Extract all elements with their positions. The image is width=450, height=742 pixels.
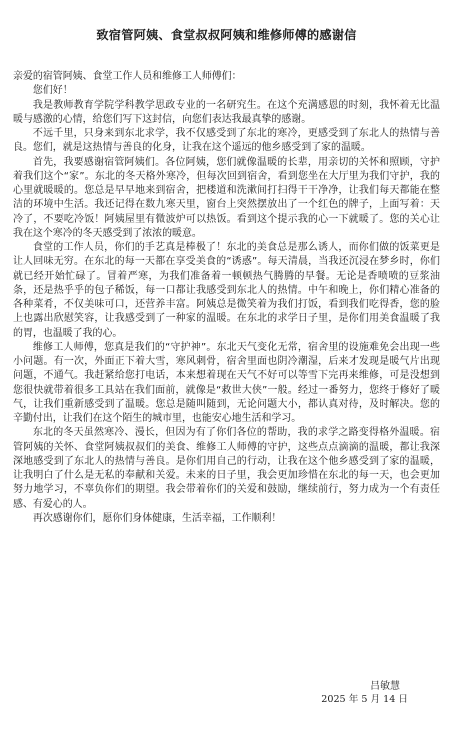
signature-date: 2025 年 5 月 14 日 [321, 694, 408, 705]
paragraph-dorm-managers: 首先，我要感谢宿管阿姨们。各位阿姨，您们就像温暖的长辈，用亲切的关怀和照顾，守护着我们这个“家”。东北的冬天格外寒冷，但每次回到宿舍，看到您坐在大厅里为我们守护，我的心里就暖暖的。您总是早早地来到宿舍，把楼道和洗漱间打扫得干干净净，让我们每天都能在整洁的环境中生活。我还记得在数九寒天里，窗台上突然摆放出了一个红色的牌子，上面写着：天冷了，不要吃冷饭！阿姨屋里有微波炉可以热饭。看到这个提示我的心一下就暖了。您的关心让我在这个寒冷的冬天感受到了浓浓的暖意。 [13, 156, 440, 239]
signature-name: 吕敏慧 [370, 681, 400, 692]
signature-block [0, 680, 450, 706]
paragraph-maintenance: 维修工人师傅，您真是我们的“守护神”。东北天气变化无常，宿舍里的设施难免会出现一些小问题。有一次，外面正下着大雪，寒风刺骨，宿舍里面也阴冷潮湿，后来才发现是暖气片出现问题，不通气。我赶紧给您打电话，本来想着现在天气不好可以等雪下完再来维修，可是没想到您很快就带着很多工具站在我们面前，就像是“救世大侠”一般。经过一番努力，您终于修好了暖气，让我们重新感受到了温暖。您总是随叫随到，无论问题大小，都认真对待，及时解决。您的辛勤付出，让我们在这个陌生的城市里，也能安心地生活和学习。 [13, 341, 440, 424]
paragraph-cafeteria: 食堂的工作人员，你们的手艺真是棒极了！东北的美食总是那么诱人，而你们做的饭菜更是让人回味无穷。在东北的每一天都在享受美食的“诱惑”。每天清晨，当我还沉浸在梦乡时，你们就已经开始忙碌了。冒着严寒，为我们准备着一顿顿热气腾腾的早餐。无论是香喷喷的豆浆油条，还是热乎乎的包子稀饭，每一口都让我感受到东北人的热情。中午和晚上，你们精心准备的各种菜肴，不仅美味可口，还营养丰富。阿姨总是微笑着为我们打饭，看到我们吃得香，您的脸上也露出欣慰笑容，让我感受到了一种家的温暖。在东北的求学日子里，是你们用美食温暖了我的胃，也温暖了我的心。 [13, 242, 440, 339]
salutation: 亲爱的宿管阿姨、食堂工作人员和维修工人师傅们： [13, 71, 242, 82]
paragraph-conclusion: 东北的冬天虽然寒冷、漫长，但因为有了你们各位的帮助，我的求学之路变得格外温暖。宿管阿姨的关怀、食堂阿姨叔叔们的美食、维修工人师傅的守护，这些点点滴滴的温暖，都让我深深地感受到了东北人的热情与善良。是你们用自己的行动，让我在这个他乡感受到了家的温暖，让我明白了什么是无私的奉献和关爱。未来的日子里，我会更加珍惜在东北的每一天，也会更加努力地学习，不辜负你们的期望。我会带着你们的关爱和鼓励，继续前行，努力成为一个有责任感、有爱心的人。 [13, 427, 440, 510]
greeting: 您们好！ [32, 85, 73, 97]
letter-title: 致宿管阿姨、食堂叔叔阿姨和维修师傅的感谢信 [96, 28, 357, 42]
closing-wish: 再次感谢你们，愿你们身体健康，生活幸福，工作顺利！ [32, 512, 282, 524]
paragraph-northeast: 不远千里，只身来到东北求学，我不仅感受到了东北的寒冷，更感受到了东北人的热情与善良。您们，就是这热情与善良的化身，让我在这个遥远的他乡感受到了家的温暖。 [13, 128, 440, 154]
letter-body [13, 70, 440, 526]
paragraph-intro: 我是教师教育学院学科教学思政专业的一名研究生。在这个充满感恩的时刻，我怀着无比温暖与感激的心情，给您们写下这封信，向您们表达我最真挚的感谢。 [13, 99, 440, 125]
